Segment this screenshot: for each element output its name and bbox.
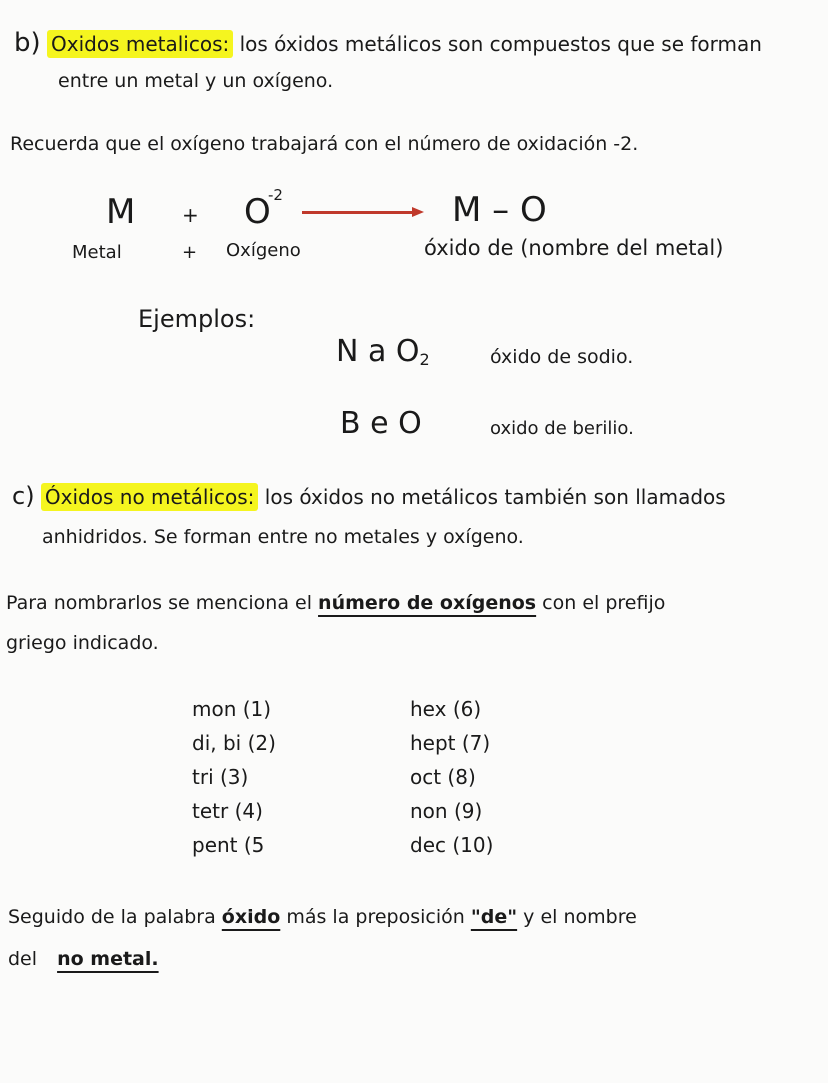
equation-oxygen-label: Oxígeno	[226, 240, 301, 261]
prefix-list-left	[192, 692, 276, 862]
example-2-name: oxido de berilio.	[490, 418, 634, 439]
section-c-text-line1: los óxidos no metálicos también son llamados	[264, 485, 726, 509]
section-b-title: Oxidos metalicos:	[47, 30, 233, 58]
reminder-text: Recuerda que el oxígeno trabajará con el número de oxidación -2.	[10, 133, 639, 155]
prefix-item: dec (10)	[410, 833, 494, 857]
naming-line1	[6, 592, 665, 614]
prefix-item: hept (7)	[410, 731, 491, 755]
closing-word-oxido: óxido	[221, 906, 281, 928]
section-b-text-line2: entre un metal y un oxígeno.	[58, 70, 334, 92]
closing-line2-emphasis: no metal.	[57, 948, 159, 970]
closing-middle: más la preposición	[286, 906, 465, 928]
prefix-item: tri (3)	[192, 765, 249, 789]
equation-plus: +	[182, 203, 199, 227]
examples-heading: Ejemplos:	[138, 305, 256, 333]
closing-line2	[8, 948, 159, 970]
section-b-text-line1: los óxidos metálicos son compuestos que se forman	[239, 32, 762, 56]
closing-word-de: "de"	[470, 906, 518, 928]
equation-metal-label: Metal	[72, 242, 122, 263]
prefix-item: hex (6)	[410, 697, 482, 721]
prefix-item: tetr (4)	[192, 799, 263, 823]
section-b-label: b)	[14, 28, 41, 58]
prefix-item: mon (1)	[192, 697, 272, 721]
section-c-line1	[12, 482, 726, 510]
reaction-arrow-head-icon	[412, 207, 424, 217]
equation-metal-symbol: M	[106, 192, 136, 232]
equation-oxygen-symbol: O	[244, 192, 271, 232]
naming-line1-emphasis: número de oxígenos	[318, 592, 537, 614]
example-1-formula-sub: 2	[419, 350, 430, 370]
naming-line2: griego indicado.	[6, 632, 159, 654]
prefix-item: non (9)	[410, 799, 483, 823]
equation-oxygen-charge: -2	[268, 186, 283, 204]
closing-line1	[8, 906, 637, 928]
prefix-item: pent (5	[192, 833, 265, 857]
equation-product: M – O	[452, 190, 547, 230]
naming-line1-before: Para nombrarlos se menciona el	[6, 592, 312, 614]
closing-before: Seguido de la palabra	[8, 906, 216, 928]
example-1-formula	[336, 334, 430, 369]
naming-line1-after: con el prefijo	[542, 592, 666, 614]
equation-product-label: óxido de (nombre del metal)	[424, 236, 724, 260]
closing-after: y el nombre	[523, 906, 637, 928]
example-2-formula-main: B e O	[340, 406, 422, 441]
prefix-list-right	[410, 692, 493, 862]
closing-line2-before: del	[8, 948, 38, 970]
equation-plus-label: +	[182, 242, 198, 263]
reaction-arrow-line	[302, 211, 414, 214]
example-1-formula-main: N a O	[336, 334, 420, 369]
prefix-item: di, bi (2)	[192, 731, 276, 755]
section-c-text-line2: anhidridos. Se forman entre no metales y oxígeno.	[42, 526, 524, 548]
example-1-name: óxido de sodio.	[490, 346, 634, 368]
section-c-label: c)	[12, 482, 35, 510]
prefix-item: oct (8)	[410, 765, 476, 789]
section-c-title: Óxidos no metálicos:	[41, 483, 259, 511]
section-b-line1	[14, 28, 762, 58]
example-2-formula	[340, 406, 422, 441]
